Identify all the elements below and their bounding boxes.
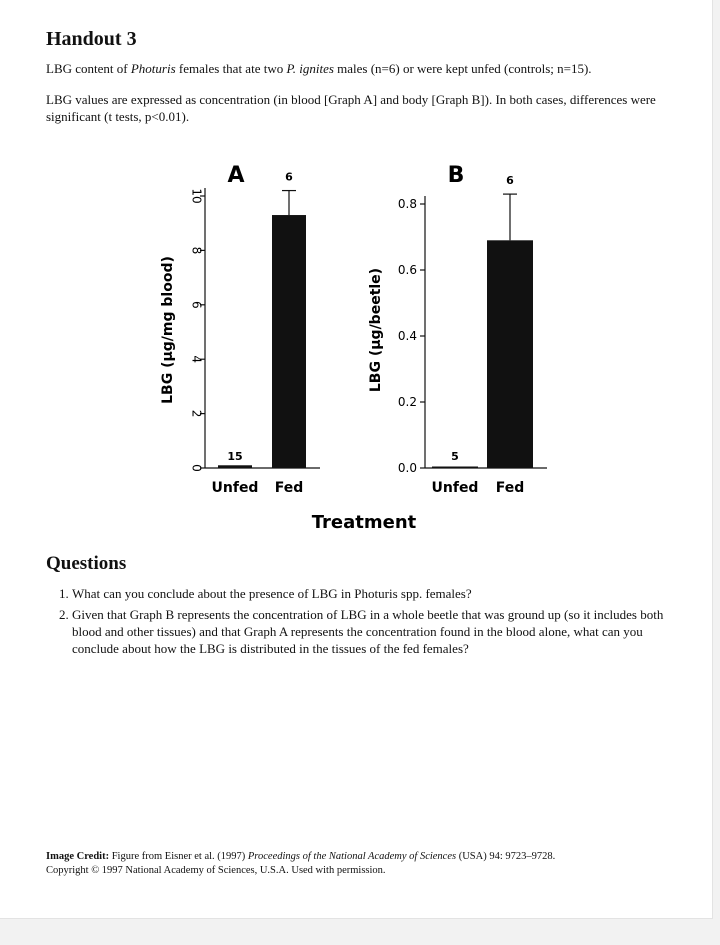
credit-journal: Proceedings of the National Academy of Sciences (247, 851, 457, 862)
y-tick-label: 4 (189, 355, 204, 364)
y-axis-label: LBG (μg/beetle) (368, 267, 384, 393)
credit-text: (USA) 94: 9723–9728. (456, 851, 556, 862)
figure (0, 150, 600, 545)
bar (272, 215, 306, 468)
questions-title: Questions (46, 553, 127, 574)
y-tick-label: 0.4 (397, 329, 417, 343)
n-label: 6 (285, 170, 293, 184)
category-label: Fed (274, 480, 304, 496)
question-item: 1. What can you conclude about the presence of LBG in Photuris spp. females? (72, 585, 692, 602)
note-paragraph: LBG values are expressed as concentration (in blood [Graph A] and body [Graph B]). In both cases, differences were significant (t tests, p<0.01). (46, 92, 656, 124)
n-label: 6 (506, 174, 514, 188)
intro-genus: Photuris (130, 61, 176, 76)
intro-text: LBG content of (46, 61, 131, 76)
category-label: Unfed (211, 480, 259, 496)
questions-list (46, 585, 692, 661)
intro-text: females that ate two (175, 61, 287, 76)
x-axis-title: Treatment (311, 512, 417, 533)
y-tick-label: 6 (189, 300, 204, 309)
panel-title: A (227, 163, 245, 188)
bar (432, 467, 478, 469)
y-tick-label: 0 (189, 464, 204, 472)
credit-copyright: Copyright © 1997 National Academy of Sciences, U.S.A. Used with permission. (46, 865, 386, 876)
y-tick-label: 2 (189, 409, 204, 418)
credit-label: Image Credit: (46, 851, 110, 862)
y-tick-label: 10 (189, 188, 204, 204)
y-tick-label: 0.8 (397, 197, 417, 211)
bar (218, 465, 252, 468)
intro-text: males (n=6) or were kept unfed (controls; n=15). (333, 61, 592, 76)
image-credit (46, 850, 686, 878)
bar (487, 240, 533, 468)
y-tick-label: 0.0 (397, 461, 417, 475)
intro-species: P. ignites (286, 61, 334, 76)
intro-paragraph (46, 60, 686, 77)
n-label: 15 (227, 450, 243, 463)
category-label: Unfed (431, 480, 479, 496)
credit-text: Figure from Eisner et al. (1997) (109, 851, 248, 862)
question-item: 2. Given that Graph B represents the concentration of LBG in a whole beetle that was ground up (so it includes both blood and other tissues) and that Graph A represents the concentration found in the blood alone, what can you conclude about how the LBG is distributed in the tissues of the fed females? (72, 606, 692, 657)
bar-charts (0, 150, 600, 540)
n-label: 5 (451, 450, 459, 463)
handout-title: Handout 3 (46, 28, 137, 50)
y-tick-label: 0.2 (397, 395, 417, 409)
panel-title: B (447, 163, 465, 188)
category-label: Fed (495, 480, 525, 496)
y-tick-label: 8 (189, 246, 204, 255)
y-axis-label: LBG (μg/mg blood) (160, 256, 176, 404)
y-tick-label: 0.6 (397, 263, 417, 277)
